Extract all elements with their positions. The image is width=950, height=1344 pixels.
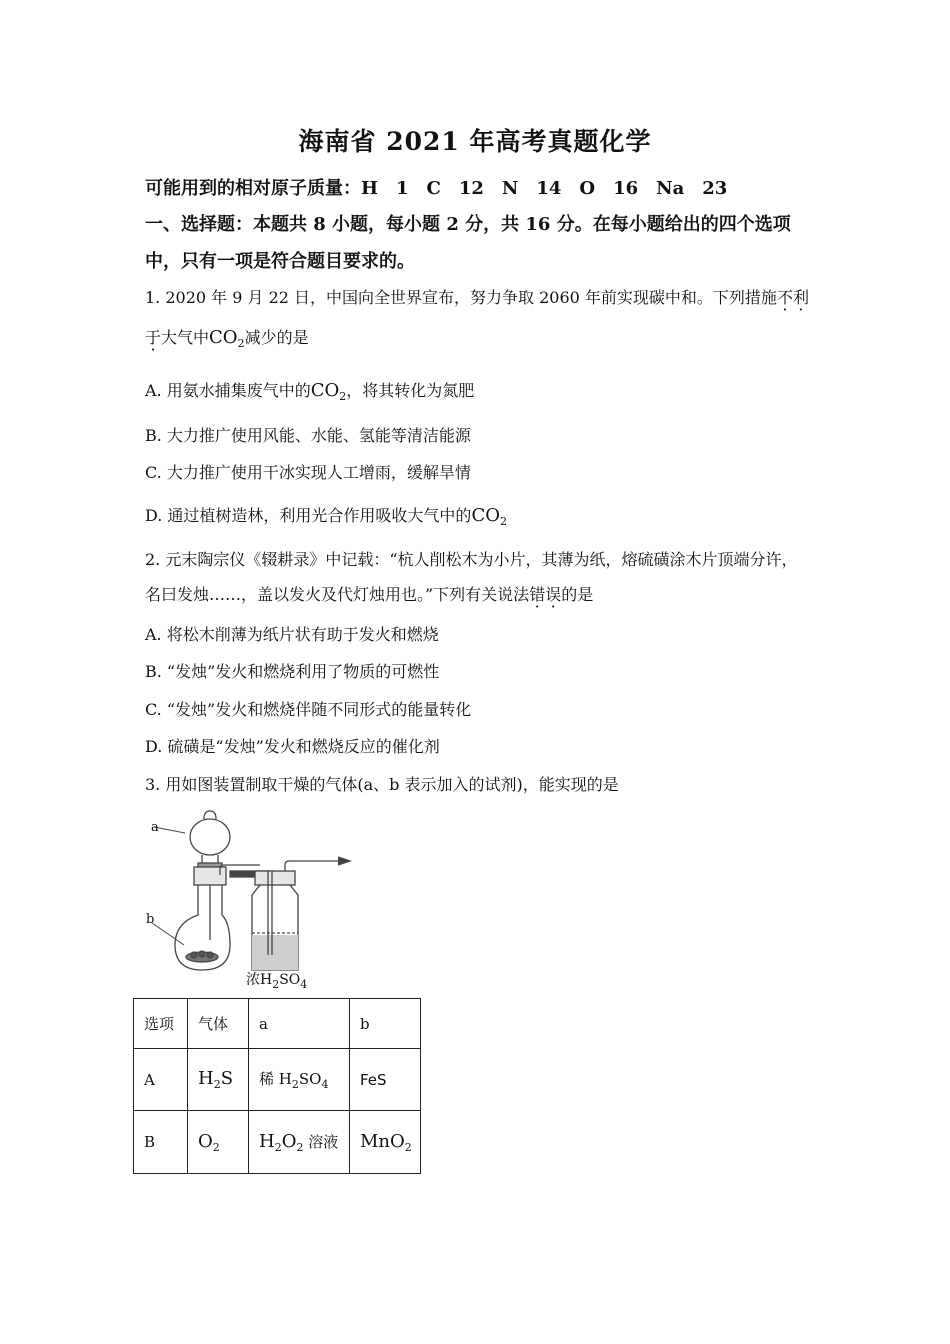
table-cell-gas [188, 1049, 249, 1111]
formula-co2 [311, 380, 347, 401]
option-text: A. 用氨水捕集废气中的 [145, 381, 311, 400]
q1-stem-text: 减少的是 [244, 328, 309, 347]
q1-stem-text: 1. 2020 年 9 月 22 日，中国向全世界宣布，努力争取 2060 年前实现碳中和。下列措施 [145, 288, 777, 307]
q2-option-a: A. 将松木削薄为纸片状有助于发火和燃烧 [145, 625, 439, 644]
formula-sub: 2 [296, 1140, 304, 1154]
table-header-cell: 选项 [134, 999, 188, 1049]
formula-text: 稀 H [259, 1070, 292, 1088]
q1-stem-line1 [145, 285, 809, 308]
formula-sub: 2 [404, 1140, 412, 1154]
q1-stem-line2 [145, 325, 309, 350]
formula-text: H [259, 1130, 275, 1152]
q1-option-a [145, 378, 474, 403]
formula-text: O [281, 1130, 297, 1152]
formula-sub: 2 [274, 1140, 282, 1154]
q1-emphasis-char: 于 [145, 328, 162, 347]
formula-text: CO [471, 505, 500, 526]
formula-text: MnO [360, 1130, 405, 1152]
q3-options-table [133, 998, 421, 1174]
figure-label-a: a [151, 820, 159, 835]
q1-emphasis-char: 不 [776, 288, 793, 307]
formula-sub: 2 [499, 515, 507, 528]
figure-caption [246, 969, 307, 991]
table-header-cell: 气体 [188, 999, 249, 1049]
formula-text: H [198, 1068, 214, 1089]
formula-text: CO [310, 380, 340, 401]
gas-apparatus-figure [140, 805, 360, 990]
figure-label-b: b [146, 912, 155, 927]
formula-sub: 4 [321, 1078, 329, 1091]
label-b-leader [152, 923, 184, 945]
formula-text: CO [209, 327, 238, 348]
table-cell-b [350, 1111, 421, 1174]
table-cell-option: A [134, 1049, 188, 1111]
formula-sub: 2 [237, 337, 245, 350]
q2-stem-line1: 2. 元末陶宗仪《辍耕录》中记载：“杭人削松木为小片，其薄为纸，熔硫磺涂木片顶端分许， [145, 550, 798, 569]
atomic-masses-line: 可能用到的相对原子质量：H 1 C 12 N 14 O 16 Na 23 [145, 178, 728, 199]
table-cell-a [249, 1111, 350, 1174]
caption-text: SO [279, 972, 301, 988]
table-cell-b: FeS [350, 1049, 421, 1111]
q1-stem-text: 大气中 [161, 328, 210, 347]
option-text: ，将其转化为氮肥 [346, 381, 475, 400]
table-header-cell: b [350, 999, 421, 1049]
table-row [134, 1049, 421, 1111]
q2-option-d: D. 硫磺是“发烛”发火和燃烧反应的催化剂 [145, 737, 440, 756]
table-cell-gas [188, 1111, 249, 1174]
q1-option-d [145, 503, 507, 528]
table-cell-a [249, 1049, 350, 1111]
table-row [134, 1111, 421, 1174]
formula-sub: 2 [212, 1140, 220, 1154]
formula-co2 [471, 505, 507, 526]
q2-emphasis-char: 误 [545, 585, 562, 604]
caption-text: 浓H [246, 972, 273, 988]
q2-option-b: B. “发烛”发火和燃烧利用了物质的可燃性 [145, 662, 440, 681]
formula-sub: 2 [339, 390, 347, 403]
formula-sub: 2 [213, 1078, 221, 1091]
formula-text: S [220, 1068, 234, 1089]
formula-co2 [209, 327, 245, 348]
q3-stem: 3. 用如图装置制取干燥的气体(a、b 表示加入的试剂)，能实现的是 [145, 775, 619, 794]
q2-stem-text: 名曰发烛……，盖以发火及代灯烛用也。”下列有关说法 [145, 585, 530, 604]
table-header-row [134, 999, 421, 1049]
q1-option-b: B. 大力推广使用风能、水能、氢能等清洁能源 [145, 426, 471, 445]
q2-stem-line2 [145, 582, 593, 605]
q2-stem-text: 的是 [561, 585, 594, 604]
formula-text: 溶液 [303, 1132, 339, 1151]
q2-option-c: C. “发烛”发火和燃烧伴随不同形式的能量转化 [145, 700, 472, 719]
formula-sub: 2 [291, 1078, 299, 1091]
formula-text: SO [298, 1070, 322, 1088]
page-title: 海南省 2021 年高考真题化学 [298, 127, 652, 156]
q1-option-c: C. 大力推广使用干冰实现人工增雨，缓解旱情 [145, 463, 471, 482]
section-heading-line2: 中，只有一项是符合题目要求的。 [145, 251, 415, 272]
section-heading-line1: 一、选择题：本题共 8 小题，每小题 2 分，共 16 分。在每小题给出的四个选项 [145, 214, 791, 235]
formula-text: O [198, 1130, 213, 1152]
caption-sub: 4 [300, 978, 308, 991]
caption-sub: 2 [272, 978, 280, 991]
q1-emphasis-char: 利 [792, 288, 809, 307]
q2-emphasis-char: 错 [529, 585, 546, 604]
table-cell-option: B [134, 1111, 188, 1174]
table-header-cell: a [249, 999, 350, 1049]
option-text: D. 通过植树造林，利用光合作用吸收大气中的 [145, 506, 472, 525]
